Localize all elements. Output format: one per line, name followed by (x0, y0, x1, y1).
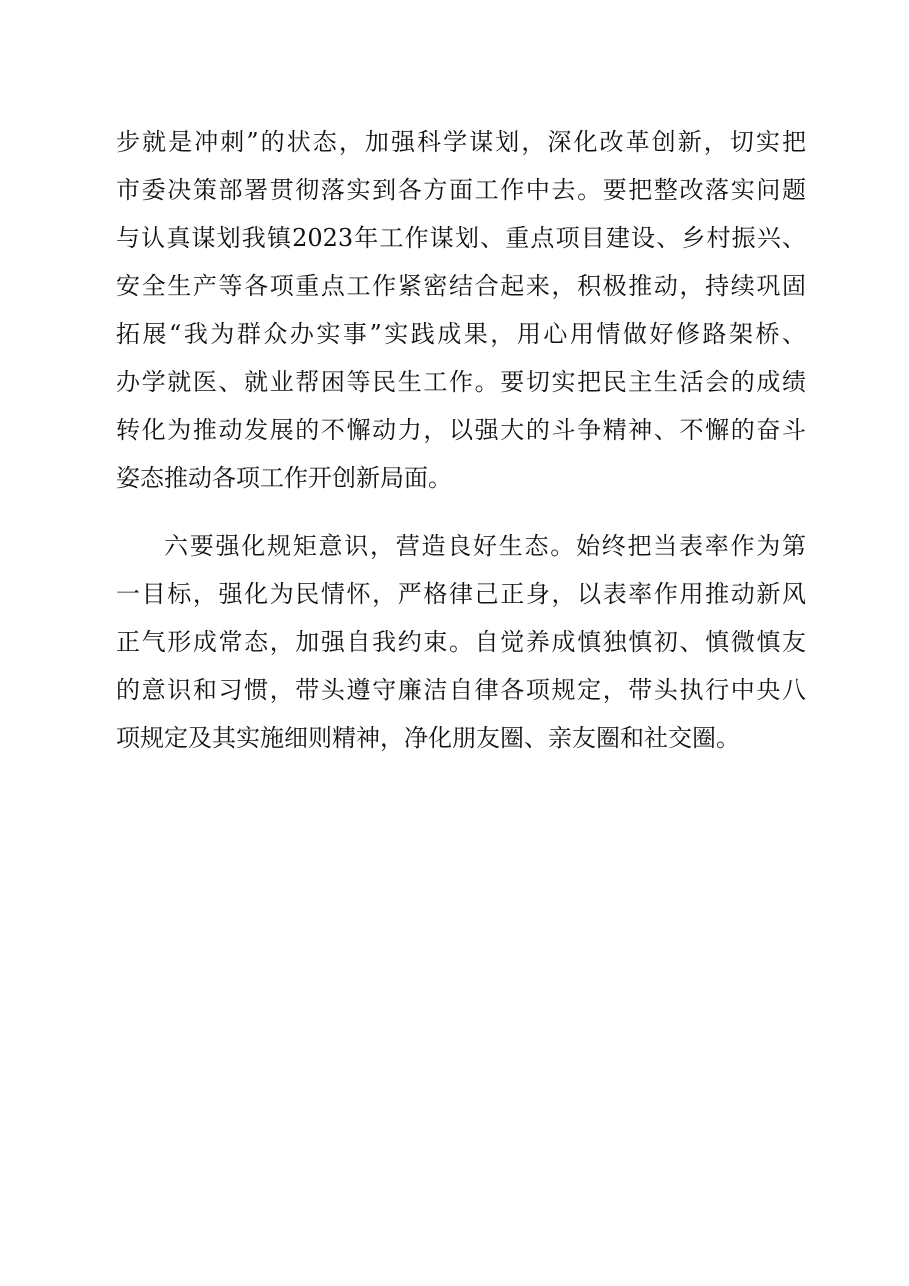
text-line: 的意识和习惯，带头遵守廉洁自律各项规定，带头执行中央八 (116, 676, 806, 704)
text-line: 与认真谋划我镇2023年工作谋划、重点项目建设、乡村振兴、 (116, 224, 806, 252)
text-line: 六要强化规矩意识，营造良好生态。始终把当表率作为第 (164, 532, 806, 560)
text-line: 转化为推动发展的不懈动力，以强大的斗争精神、不懈的奋斗 (116, 416, 806, 444)
text-line: 一目标，强化为民情怀，严格律己正身，以表率作用推动新风 (116, 580, 806, 608)
text-line: 市委决策部署贯彻落实到各方面工作中去。要把整改落实问题 (116, 176, 806, 204)
text-line: 姿态推动各项工作开创新局面。 (116, 464, 452, 492)
text-line: 正气形成常态，加强自我约束。自觉养成慎独慎初、慎微慎友 (116, 628, 806, 656)
text-line: 安全生产等各项重点工作紧密结合起来，积极推动，持续巩固 (116, 272, 806, 300)
text-line: 项规定及其实施细则精神，净化朋友圈、亲友圈和社交圈。 (116, 724, 740, 752)
text-line: 办学就医、就业帮困等民生工作。要切实把民主生活会的成绩 (116, 368, 806, 396)
text-line: 拓展“我为群众办实事”实践成果，用心用情做好修路架桥、 (116, 320, 806, 348)
text-line: 步就是冲刺”的状态，加强科学谋划，深化改革创新，切实把 (116, 128, 806, 156)
paragraph-continuation (116, 118, 806, 502)
paragraph-six (116, 522, 806, 762)
